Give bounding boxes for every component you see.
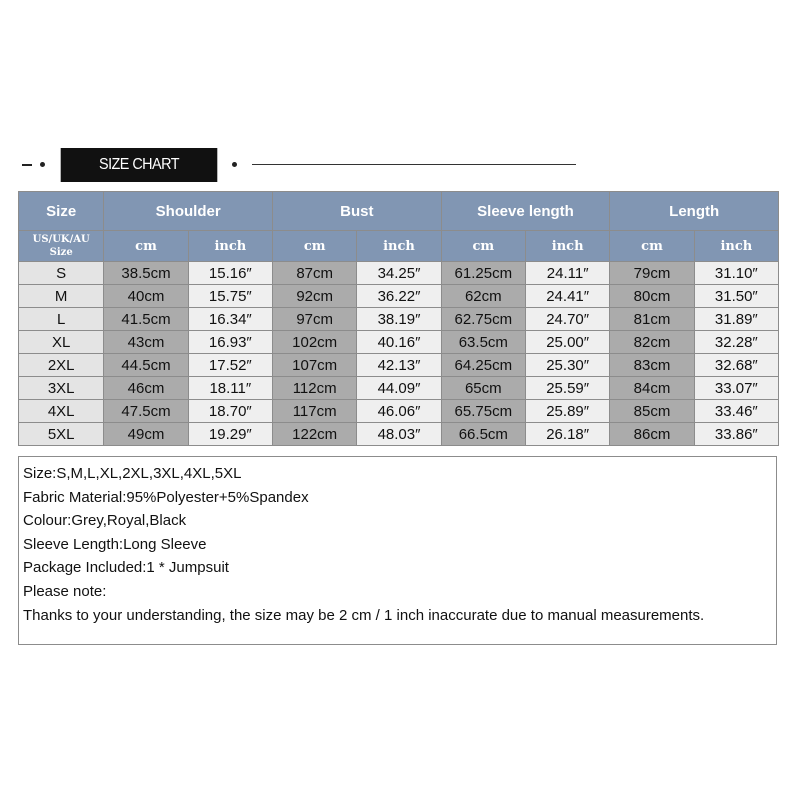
table-row [19,377,779,400]
sleeve-cm-cell: 66.5cm [441,423,525,446]
size-cell: 4XL [19,400,104,423]
sleeve-inch-cell: 25.59″ [525,377,609,400]
sleeve-inch-cell: 25.30″ [525,354,609,377]
bust-cm-cell: 122cm [273,423,357,446]
product-notes [18,456,777,645]
unit-inch-label: inch [694,231,778,262]
header-length: Length [610,192,779,231]
sleeve-inch-cell: 26.18″ [525,423,609,446]
note-package: Package Included:1 * Jumpsuit [23,559,229,577]
length-inch-cell: 32.28″ [694,331,778,354]
bust-inch-cell: 38.19″ [357,308,441,331]
bust-cm-cell: 107cm [273,354,357,377]
unit-cm-label: cm [441,231,525,262]
shoulder-cm-cell: 47.5cm [104,400,188,423]
bust-inch-cell: 44.09″ [357,377,441,400]
banner-dot-decoration [232,162,237,167]
table-row [19,308,779,331]
sleeve-inch-cell: 24.70″ [525,308,609,331]
bust-cm-cell: 92cm [273,285,357,308]
note-fabric: Fabric Material:95%Polyester+5%Spandex [23,488,309,506]
banner-dot-decoration [40,162,45,167]
sleeve-inch-cell: 25.89″ [525,400,609,423]
table-subheader-row [19,231,779,262]
shoulder-cm-cell: 40cm [104,285,188,308]
shoulder-cm-cell: 49cm [104,423,188,446]
length-inch-cell: 33.86″ [694,423,778,446]
shoulder-cm-cell: 43cm [104,331,188,354]
unit-cm-label: cm [273,231,357,262]
sleeve-cm-cell: 63.5cm [441,331,525,354]
header-size: Size [19,192,104,231]
shoulder-cm-cell: 41.5cm [104,308,188,331]
note-colour: Colour:Grey,Royal,Black [23,512,187,530]
bust-inch-cell: 46.06″ [357,400,441,423]
length-inch-cell: 31.10″ [694,262,778,285]
length-cm-cell: 85cm [610,400,694,423]
header-bust: Bust [273,192,442,231]
size-cell: 3XL [19,377,104,400]
shoulder-inch-cell: 19.29″ [188,423,272,446]
bust-inch-cell: 34.25″ [357,262,441,285]
table-row [19,423,779,446]
length-cm-cell: 83cm [610,354,694,377]
shoulder-inch-cell: 18.70″ [188,400,272,423]
shoulder-inch-cell: 15.16″ [188,262,272,285]
table-row [19,400,779,423]
note-please-note: Please note: [23,582,107,600]
banner-line-decoration [252,164,576,165]
shoulder-cm-cell: 38.5cm [104,262,188,285]
bust-inch-cell: 42.13″ [357,354,441,377]
table-row [19,354,779,377]
shoulder-inch-cell: 18.11″ [188,377,272,400]
size-cell: L [19,308,104,331]
bust-cm-cell: 102cm [273,331,357,354]
note-sizes: Size:S,M,L,XL,2XL,3XL,4XL,5XL [23,465,242,482]
size-cell: M [19,285,104,308]
length-cm-cell: 84cm [610,377,694,400]
bust-inch-cell: 48.03″ [357,423,441,446]
length-cm-cell: 80cm [610,285,694,308]
length-inch-cell: 32.68″ [694,354,778,377]
size-cell: S [19,262,104,285]
table-row [19,285,779,308]
bust-cm-cell: 87cm [273,262,357,285]
shoulder-inch-cell: 16.93″ [188,331,272,354]
length-cm-cell: 81cm [610,308,694,331]
bust-cm-cell: 97cm [273,308,357,331]
unit-inch-label: inch [188,231,272,262]
sleeve-cm-cell: 62cm [441,285,525,308]
note-disclaimer: Thanks to your understanding, the size may be 2 cm / 1 inch inaccurate due to manual measurements. [23,606,705,624]
size-chart-table [18,191,779,446]
shoulder-inch-cell: 17.52″ [188,354,272,377]
unit-inch-label: inch [525,231,609,262]
unit-inch-label: inch [357,231,441,262]
length-inch-cell: 33.07″ [694,377,778,400]
header-sleeve-length: Sleeve length [441,192,610,231]
unit-cm-label: cm [610,231,694,262]
size-cell: XL [19,331,104,354]
sleeve-cm-cell: 65cm [441,377,525,400]
table-row [19,331,779,354]
shoulder-inch-cell: 16.34″ [188,308,272,331]
length-inch-cell: 31.89″ [694,308,778,331]
size-chart-banner [0,140,800,190]
shoulder-cm-cell: 44.5cm [104,354,188,377]
shoulder-cm-cell: 46cm [104,377,188,400]
length-cm-cell: 82cm [610,331,694,354]
bust-cm-cell: 117cm [273,400,357,423]
bust-inch-cell: 36.22″ [357,285,441,308]
length-cm-cell: 86cm [610,423,694,446]
length-inch-cell: 31.50″ [694,285,778,308]
sleeve-cm-cell: 64.25cm [441,354,525,377]
sleeve-cm-cell: 61.25cm [441,262,525,285]
size-chart-title: SIZE CHART [61,148,218,182]
header-region-size [19,231,104,262]
region-label: US/UK/AU [32,234,90,245]
length-cm-cell: 79cm [610,262,694,285]
bust-inch-cell: 40.16″ [357,331,441,354]
shoulder-inch-cell: 15.75″ [188,285,272,308]
sleeve-cm-cell: 65.75cm [441,400,525,423]
note-sleeve: Sleeve Length:Long Sleeve [23,535,207,553]
table-header-row [19,192,779,231]
banner-dash-decoration [22,164,32,166]
unit-cm-label: cm [104,231,188,262]
size-cell: 5XL [19,423,104,446]
sleeve-inch-cell: 24.11″ [525,262,609,285]
sleeve-inch-cell: 25.00″ [525,331,609,354]
header-shoulder: Shoulder [104,192,273,231]
sleeve-cm-cell: 62.75cm [441,308,525,331]
sleeve-inch-cell: 24.41″ [525,285,609,308]
bust-cm-cell: 112cm [273,377,357,400]
length-inch-cell: 33.46″ [694,400,778,423]
size-label: Size [49,247,73,258]
size-cell: 2XL [19,354,104,377]
table-row [19,262,779,285]
